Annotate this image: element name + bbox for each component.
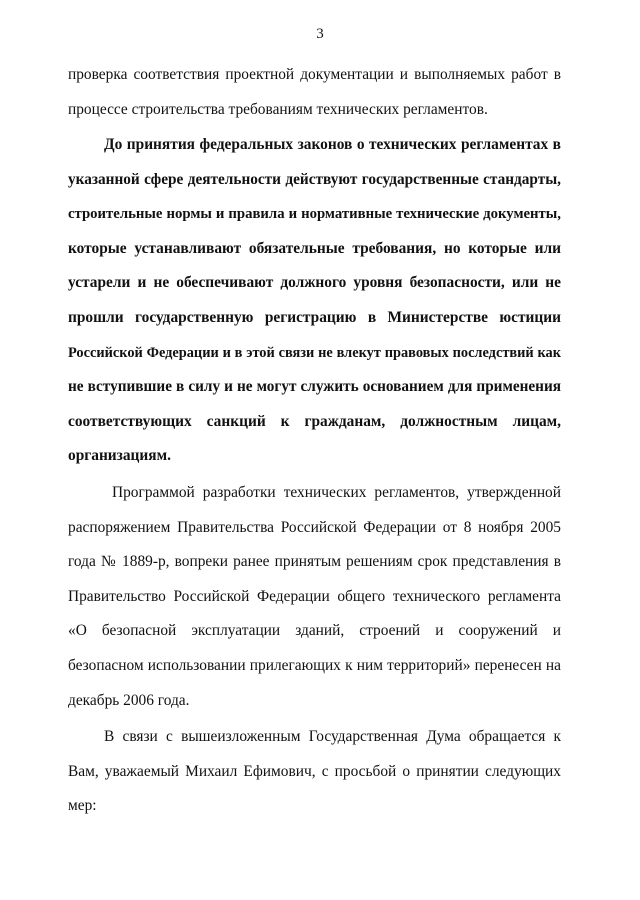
text-line: устарели и не обеспечивают должного уровня безопасности, или не [68, 274, 561, 292]
text-line: проверка соответствия проектной документации и выполняемых работ в [68, 66, 561, 83]
text-line: До принятия федеральных законов о технических регламентах в [104, 136, 561, 153]
text-line: «О безопасной эксплуатации зданий, строений и сооружений и [68, 622, 561, 640]
text-line: мер: [68, 797, 97, 815]
paragraph-4 [68, 720, 561, 824]
paragraph-1 [68, 58, 561, 127]
text-line: строительные нормы и правила и нормативные технические документы, [68, 206, 561, 223]
text-line: прошли государственную регистрацию в Министерстве юстиции [68, 308, 561, 326]
text-line: В связи с вышеизложенным Государственная Дума обращается к [104, 728, 561, 745]
text-line: которые устанавливают обязательные требования, но которые или [68, 239, 561, 257]
text-line: года № 1889-р, вопреки ранее принятым решениям срок представления в [68, 553, 561, 571]
text-line: Правительство Российской Федерации общего технического регламента [68, 587, 561, 605]
paragraph-3 [68, 476, 561, 718]
text-line: Российской Федерации и в этой связи не влекут правовых последствий как [68, 344, 561, 361]
text-line: процессе строительства требованиям технических регламентов. [68, 100, 488, 118]
text-line: распоряжением Правительства Российской Федерации от 8 ноября 2005 [68, 518, 561, 536]
text-line: организациям. [68, 447, 171, 465]
text-line: не вступившие в силу и не могут служить основанием для применения [68, 378, 561, 396]
text-line: Вам, уважаемый Михаил Ефимович, с просьбой о принятии следующих [68, 762, 561, 780]
text-line: Программой разработки технических регламентов, утвержденной [112, 484, 561, 501]
text-line: соответствующих санкций к гражданам, должностным лицам, [68, 412, 561, 430]
page-number: 3 [316, 26, 324, 42]
text-line: безопасном использовании прилегающих к ним территорий» перенесен на [68, 656, 561, 674]
text-line: указанной сфере деятельности действуют государственные стандарты, [68, 170, 561, 188]
text-line: декабрь 2006 года. [68, 691, 190, 709]
paragraph-2 [68, 128, 561, 474]
